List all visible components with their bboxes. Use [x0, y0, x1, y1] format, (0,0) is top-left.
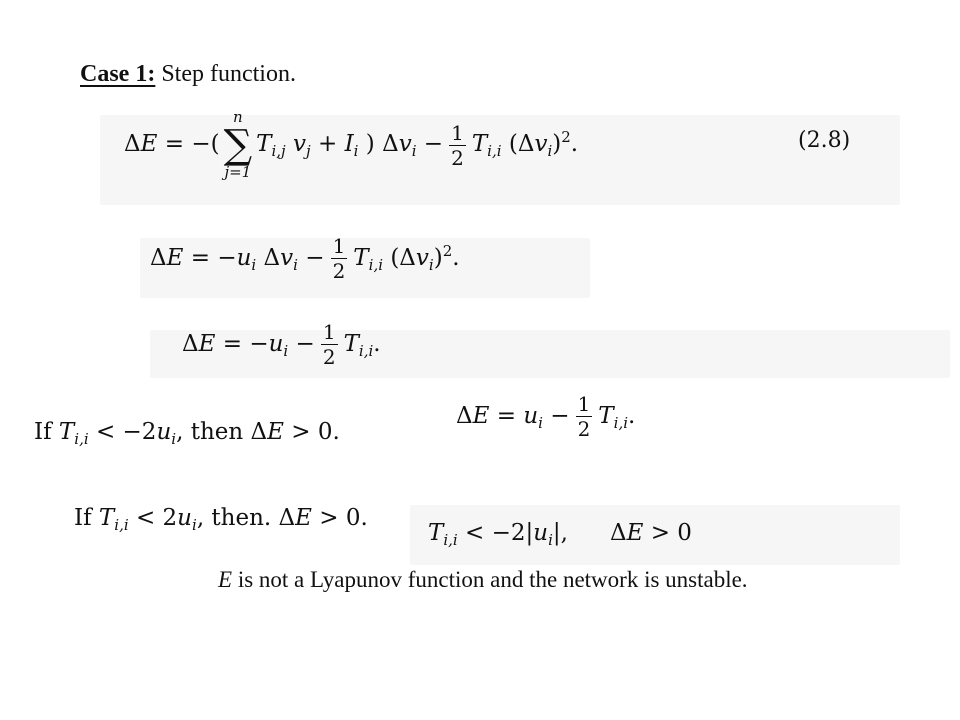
sum-lower: j=1 — [224, 163, 252, 181]
equation-2: $\Delta E = -u_i$ $\Delta v_i$ − $\frac{1}{2}$ $T_{i,i}$ $(\Delta v_i)^2$. — [150, 234, 460, 283]
condition-1: If $T_{i,i} < -2u_i$, then ΔE > 0. — [34, 419, 340, 448]
condition-then: , then. — [196, 505, 272, 531]
eq1-lhs: ΔE = −( — [124, 131, 220, 157]
equation-2-8 — [124, 110, 578, 180]
condition-if: If — [74, 505, 92, 531]
equation-number: (2.8) — [798, 128, 851, 153]
condition-if: If — [34, 419, 52, 445]
eq1-rhs: $T_{i,i}$ $(\Delta v_i)^2$. — [471, 128, 579, 160]
conclusion: E is not a Lyapunov function and the network is unstable. — [218, 567, 748, 592]
fraction-half: $\frac{1}{2}$ — [322, 320, 336, 369]
inequality: $T_{i,i} < -2|u_i|$, ΔE > 0 — [428, 520, 692, 549]
case-heading — [80, 62, 296, 86]
frac-numerator: 1 — [451, 120, 464, 145]
fraction-half — [449, 120, 466, 170]
equation-4: $\Delta E = u_i$ − $\frac{1}{2}$ $T_{i,i}$. — [456, 392, 636, 441]
fraction-half: $\frac{1}{2}$ — [577, 392, 591, 441]
equation-3: $\Delta E = -u_i$ − $\frac{1}{2}$ $T_{i,i}$. — [182, 320, 381, 369]
frac-denominator: 2 — [451, 145, 464, 170]
eq1-middle: $T_{i,j}$ $v_j + I_i$ ) $\Delta v_i$ − — [256, 131, 444, 160]
sum-upper: n — [233, 108, 243, 126]
condition-then: , then — [176, 419, 244, 445]
condition-2: If $T_{i,i} < 2u_i$, then. ΔE > 0. — [74, 505, 368, 534]
case-title: Step function. — [161, 61, 296, 87]
fraction-half: $\frac{1}{2}$ — [332, 234, 346, 283]
summation-symbol: n ∑ j=1 — [223, 108, 253, 181]
case-label: Case 1: — [80, 61, 156, 87]
